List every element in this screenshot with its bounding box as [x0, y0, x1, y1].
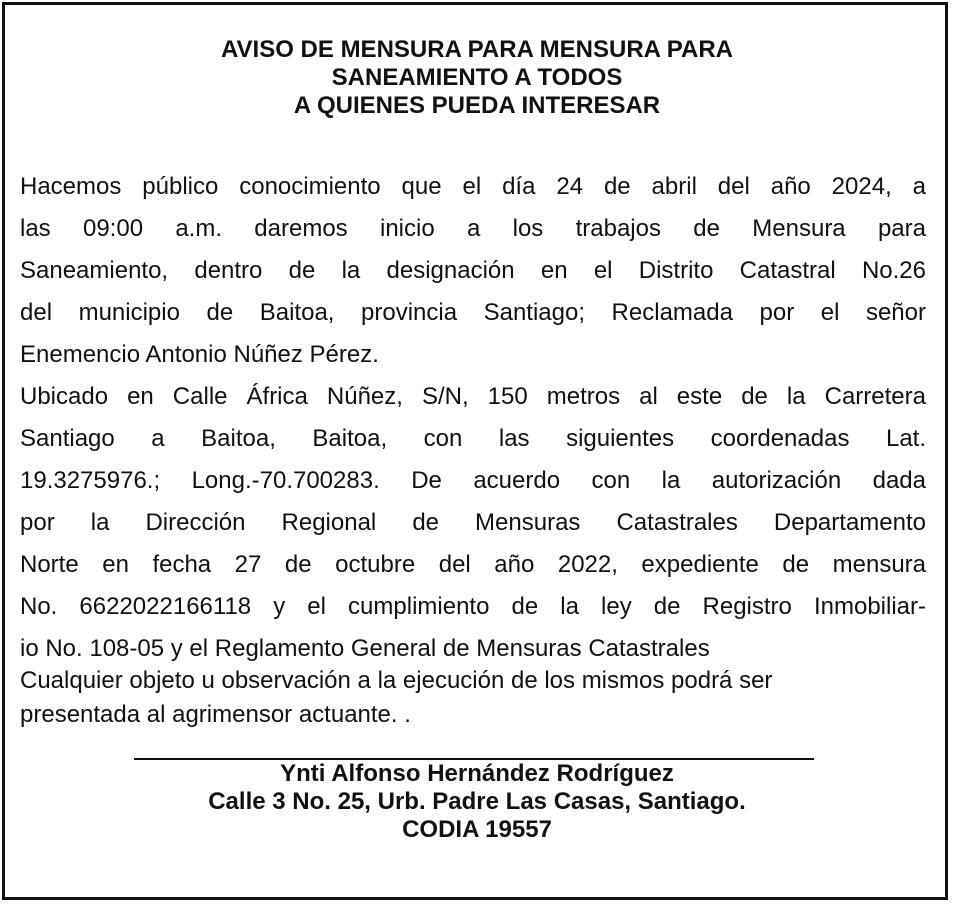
surveyor-address: Calle 3 No. 25, Urb. Padre Las Casas, Santiago.	[208, 788, 746, 815]
signature-block	[0, 760, 954, 844]
title-line-1: AVISO DE MENSURA PARA MENSURA PARA	[220, 36, 734, 63]
body-line-1: Hacemos público conocimiento que el día 24 de abril del año 2024, a	[20, 173, 926, 200]
closing-paragraph	[20, 664, 926, 732]
body-line-5: Enemencio Antonio Núñez Pérez.	[20, 341, 379, 368]
body-line-2: las 09:00 a.m. daremos inicio a los trabajos de Mensura para	[20, 215, 926, 242]
closing-line-1: Cualquier objeto u observación a la ejecución de los mismos podrá ser	[20, 667, 773, 694]
codia-number: CODIA 19557	[402, 816, 552, 843]
body-line-10: Norte en fecha 27 de octubre del año 2022, expediente de mensura	[20, 551, 926, 578]
closing-line-2: presentada al agrimensor actuante. .	[20, 701, 411, 728]
title-line-3: A QUIENES PUEDA INTERESAR	[293, 92, 661, 119]
surveyor-name: Ynti Alfonso Hernández Rodríguez	[280, 760, 674, 787]
body-line-8: 19.3275976.; Long.-70.700283. De acuerdo con la autorización dada	[20, 467, 926, 494]
body-line-3: Saneamiento, dentro de la designación en el Distrito Catastral No.26	[20, 257, 926, 284]
body-line-11: No. 6622022166118 y el cumplimiento de la ley de Registro Inmobiliar-	[20, 593, 926, 620]
notice-body	[20, 166, 926, 670]
body-line-9: por la Dirección Regional de Mensuras Catastrales Departamento	[20, 509, 926, 536]
body-line-6: Ubicado en Calle África Núñez, S/N, 150 metros al este de la Carretera	[20, 383, 926, 410]
body-line-12: io No. 108-05 y el Reglamento General de Mensuras Catastrales	[20, 635, 710, 662]
notice-title	[0, 36, 954, 120]
body-line-7: Santiago a Baitoa, Baitoa, con las siguientes coordenadas Lat.	[20, 425, 926, 452]
title-line-2: SANEAMIENTO A TODOS	[331, 64, 623, 91]
body-line-4: del municipio de Baitoa, provincia Santiago; Reclamada por el señor	[20, 299, 926, 326]
